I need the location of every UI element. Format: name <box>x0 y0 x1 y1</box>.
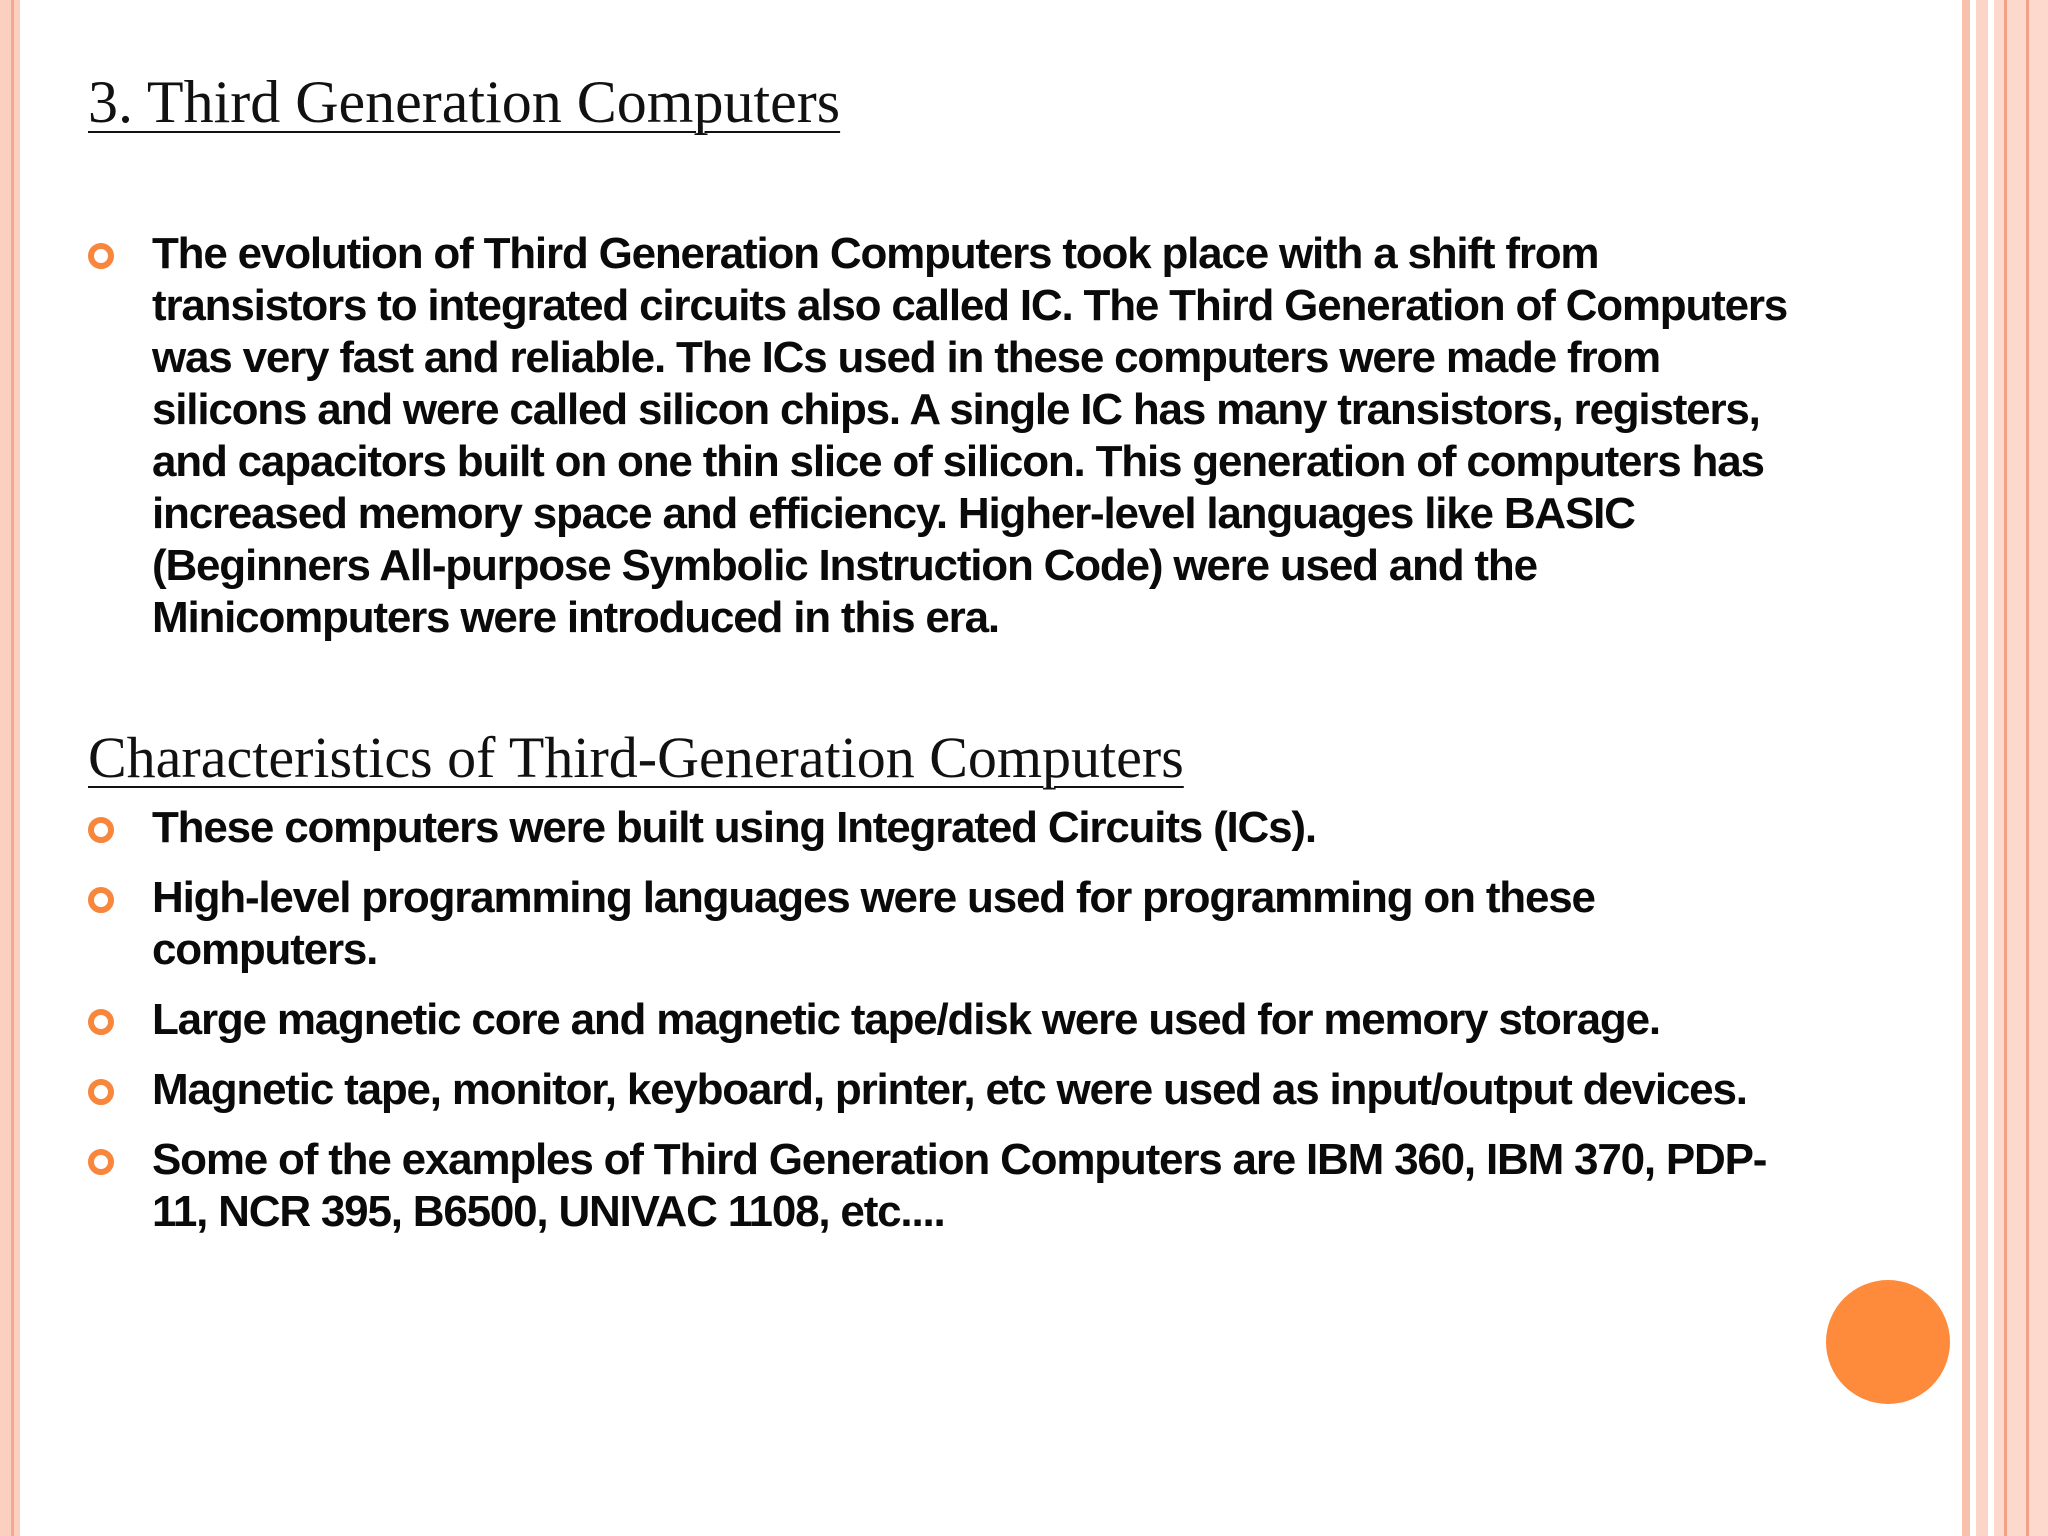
right-border-decoration <box>1960 0 2048 1536</box>
intro-paragraph-block <box>88 228 1808 644</box>
list-item-text: These computers were built using Integrated Circuits (ICs). <box>152 803 1316 852</box>
intro-text: The evolution of Third Generation Computers took place with a shift from transistors to integrated circuits also called IC. The Third Generation of Computers was very fast and reliable. The ICs used in these computers were made from silicons and were called silicon chips. A single IC has many transistors, registers, and capacitors built on one thin slice of silicon. This generation of computers has increased memory space and efficiency. Higher-level languages like BASIC (Beginners All-purpose Symbolic Instruction Code) were used and the Minicomputers were introduced in this era. <box>152 229 1788 642</box>
bullet-icon <box>88 887 114 913</box>
list-item-text: Large magnetic core and magnetic tape/disk were used for memory storage. <box>152 995 1660 1044</box>
right-border-line <box>2004 0 2007 1536</box>
list-item-text: Some of the examples of Third Generation Computers are IBM 360, IBM 370, PDP-11, NCR 395, B6500, UNIVAC 1108, etc.... <box>152 1135 1767 1236</box>
list-item <box>88 1134 1808 1238</box>
right-border-stripe <box>1962 0 1970 1536</box>
list-item-text: High-level programming languages were used for programming on these computers. <box>152 873 1595 974</box>
list-item-text: Magnetic tape, monitor, keyboard, printer, etc were used as input/output devices. <box>152 1065 1747 1114</box>
slide-title: 3. Third Generation Computers <box>88 69 841 135</box>
bullet-icon <box>88 1009 114 1035</box>
list-item <box>88 802 1808 854</box>
section-heading: Characteristics of Third-Generation Computers <box>88 725 1184 790</box>
list-item <box>88 1064 1808 1116</box>
left-border-decoration <box>0 0 20 1536</box>
intro-paragraph <box>88 228 1808 644</box>
characteristics-list <box>88 802 1808 1256</box>
bullet-icon <box>88 1079 114 1105</box>
list-item <box>88 872 1808 976</box>
right-border-line <box>2026 0 2029 1536</box>
bullet-icon <box>88 1149 114 1175</box>
bullet-icon <box>88 817 114 843</box>
orange-circle-decoration <box>1826 1280 1950 1404</box>
left-border-line <box>11 0 14 1536</box>
list-item <box>88 994 1808 1046</box>
right-border-stripe <box>1976 0 1988 1536</box>
bullet-icon <box>88 243 114 269</box>
right-border-stripe <box>1994 0 2048 1536</box>
